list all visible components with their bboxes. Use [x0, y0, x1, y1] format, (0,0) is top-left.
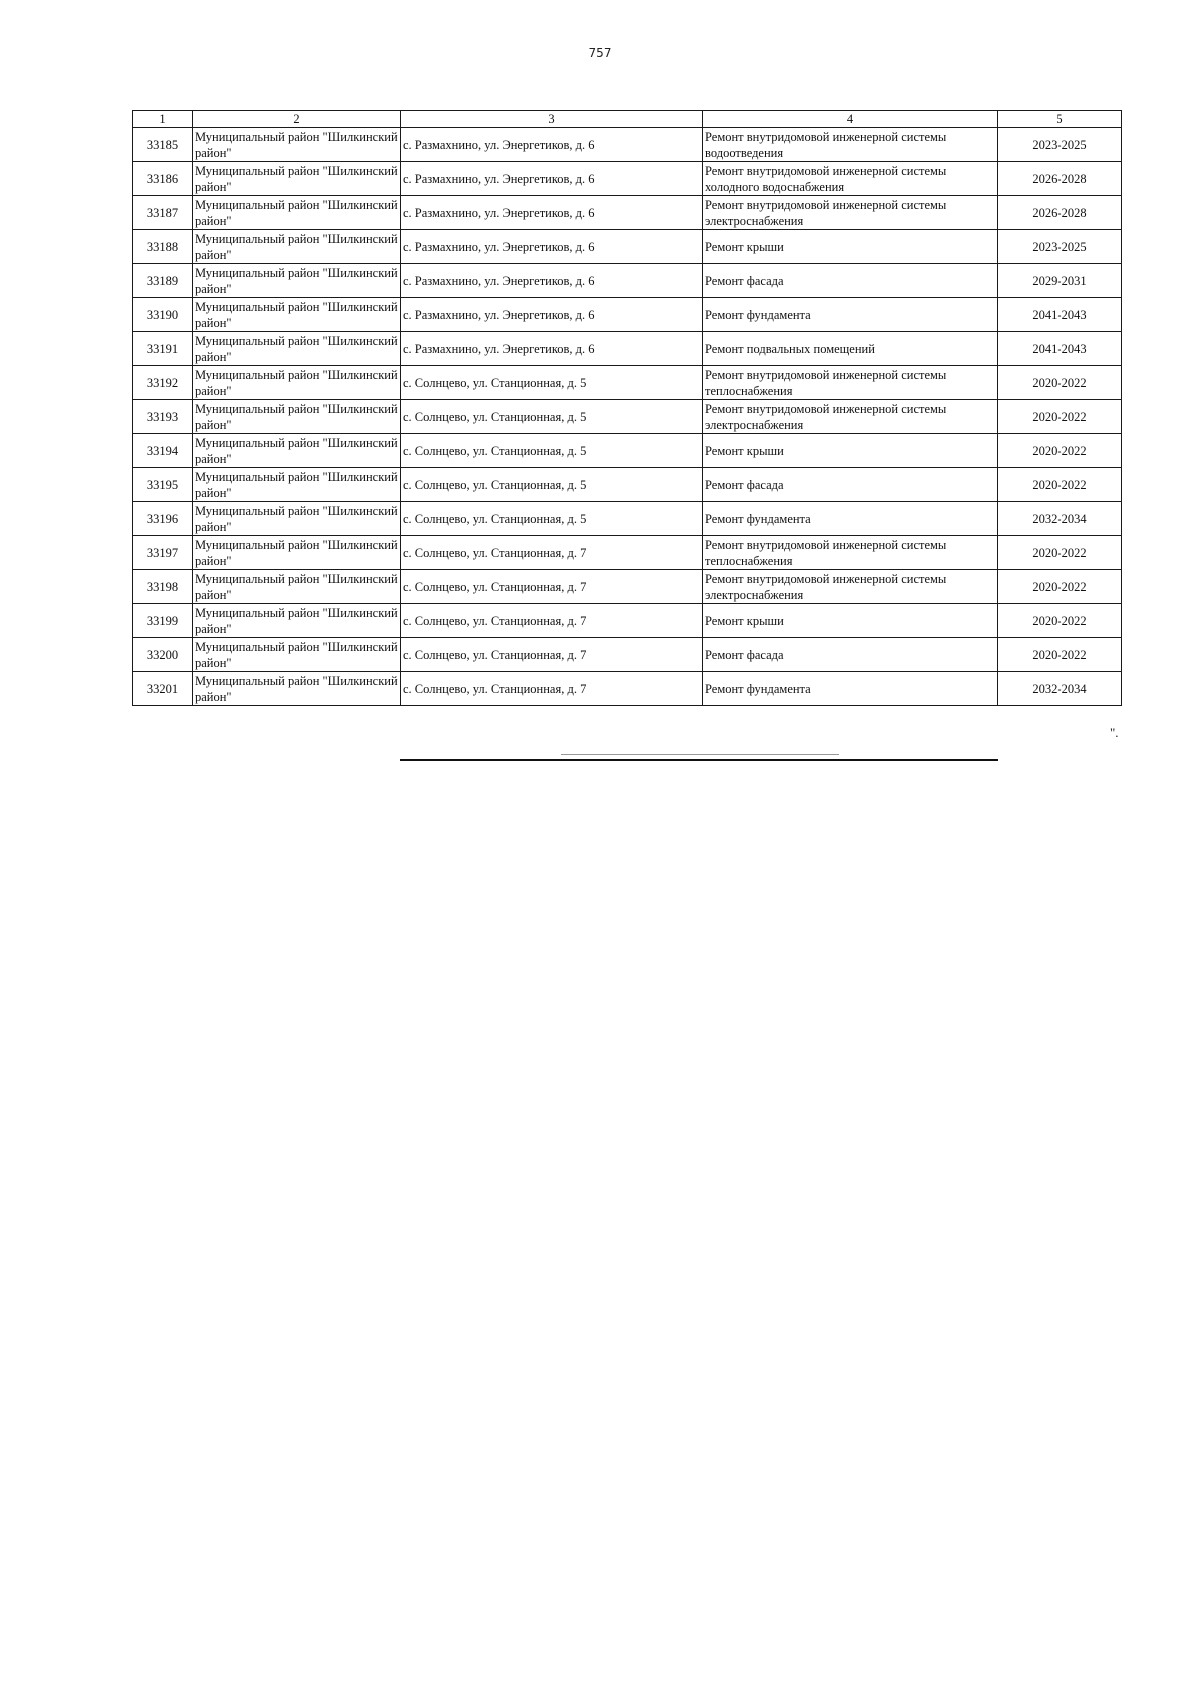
column-header: 5	[998, 111, 1122, 128]
cell-item-number: 33185	[133, 128, 193, 162]
table-row	[133, 570, 1122, 604]
cell-period: 2026-2028	[998, 196, 1122, 230]
cell-period: 2026-2028	[998, 162, 1122, 196]
cell-period: 2020-2022	[998, 570, 1122, 604]
cell-item-number: 33193	[133, 400, 193, 434]
cell-address: с. Размахнино, ул. Энергетиков, д. 6	[401, 332, 703, 366]
cell-period: 2020-2022	[998, 638, 1122, 672]
cell-district: Муниципальный район "Шилкинский район"	[193, 604, 401, 638]
cell-work-type: Ремонт внутридомовой инженерной системы электроснабжения	[703, 570, 998, 604]
cell-district: Муниципальный район "Шилкинский район"	[193, 196, 401, 230]
cell-district: Муниципальный район "Шилкинский район"	[193, 468, 401, 502]
cell-address: с. Размахнино, ул. Энергетиков, д. 6	[401, 128, 703, 162]
cell-item-number: 33198	[133, 570, 193, 604]
cell-district: Муниципальный район "Шилкинский район"	[193, 366, 401, 400]
cell-period: 2020-2022	[998, 434, 1122, 468]
cell-item-number: 33188	[133, 230, 193, 264]
divider-thin	[561, 754, 839, 755]
table-row	[133, 468, 1122, 502]
cell-address: с. Солнцево, ул. Станционная, д. 7	[401, 672, 703, 706]
cell-period: 2020-2022	[998, 400, 1122, 434]
cell-item-number: 33200	[133, 638, 193, 672]
column-header: 2	[193, 111, 401, 128]
repair-schedule-table	[132, 110, 1122, 706]
cell-address: с. Солнцево, ул. Станционная, д. 5	[401, 468, 703, 502]
cell-item-number: 33190	[133, 298, 193, 332]
cell-period: 2029-2031	[998, 264, 1122, 298]
table-header-row	[133, 111, 1122, 128]
cell-address: с. Солнцево, ул. Станционная, д. 5	[401, 502, 703, 536]
cell-work-type: Ремонт внутридомовой инженерной системы теплоснабжения	[703, 536, 998, 570]
cell-period: 2020-2022	[998, 536, 1122, 570]
cell-address: с. Размахнино, ул. Энергетиков, д. 6	[401, 162, 703, 196]
cell-item-number: 33187	[133, 196, 193, 230]
cell-address: с. Солнцево, ул. Станционная, д. 7	[401, 536, 703, 570]
cell-address: с. Солнцево, ул. Станционная, д. 7	[401, 638, 703, 672]
cell-work-type: Ремонт внутридомовой инженерной системы теплоснабжения	[703, 366, 998, 400]
cell-work-type: Ремонт подвальных помещений	[703, 332, 998, 366]
cell-district: Муниципальный район "Шилкинский район"	[193, 434, 401, 468]
cell-address: с. Солнцево, ул. Станционная, д. 7	[401, 604, 703, 638]
cell-period: 2020-2022	[998, 366, 1122, 400]
cell-period: 2023-2025	[998, 128, 1122, 162]
table-row	[133, 366, 1122, 400]
table-body	[133, 128, 1122, 706]
cell-address: с. Размахнино, ул. Энергетиков, д. 6	[401, 298, 703, 332]
column-header: 4	[703, 111, 998, 128]
cell-period: 2041-2043	[998, 332, 1122, 366]
cell-item-number: 33195	[133, 468, 193, 502]
cell-period: 2041-2043	[998, 298, 1122, 332]
page-number: 757	[588, 46, 612, 60]
cell-work-type: Ремонт фасада	[703, 468, 998, 502]
cell-period: 2032-2034	[998, 502, 1122, 536]
cell-item-number: 33189	[133, 264, 193, 298]
table-row	[133, 502, 1122, 536]
table-row	[133, 230, 1122, 264]
cell-address: с. Размахнино, ул. Энергетиков, д. 6	[401, 230, 703, 264]
cell-work-type: Ремонт крыши	[703, 604, 998, 638]
cell-item-number: 33186	[133, 162, 193, 196]
cell-work-type: Ремонт фундамента	[703, 672, 998, 706]
cell-work-type: Ремонт внутридомовой инженерной системы электроснабжения	[703, 400, 998, 434]
cell-district: Муниципальный район "Шилкинский район"	[193, 128, 401, 162]
cell-district: Муниципальный район "Шилкинский район"	[193, 536, 401, 570]
table-row	[133, 196, 1122, 230]
table-row	[133, 298, 1122, 332]
table-row	[133, 264, 1122, 298]
table-row	[133, 434, 1122, 468]
cell-address: с. Солнцево, ул. Станционная, д. 5	[401, 434, 703, 468]
table-row	[133, 332, 1122, 366]
divider-thick	[400, 759, 998, 761]
cell-work-type: Ремонт крыши	[703, 434, 998, 468]
cell-item-number: 33197	[133, 536, 193, 570]
cell-item-number: 33191	[133, 332, 193, 366]
cell-work-type: Ремонт фундамента	[703, 298, 998, 332]
cell-item-number: 33194	[133, 434, 193, 468]
column-header: 3	[401, 111, 703, 128]
table-row	[133, 604, 1122, 638]
cell-district: Муниципальный район "Шилкинский район"	[193, 502, 401, 536]
cell-address: с. Размахнино, ул. Энергетиков, д. 6	[401, 196, 703, 230]
cell-address: с. Солнцево, ул. Станционная, д. 5	[401, 366, 703, 400]
cell-work-type: Ремонт фундамента	[703, 502, 998, 536]
cell-district: Муниципальный район "Шилкинский район"	[193, 298, 401, 332]
table-row	[133, 638, 1122, 672]
cell-work-type: Ремонт крыши	[703, 230, 998, 264]
cell-item-number: 33192	[133, 366, 193, 400]
cell-address: с. Солнцево, ул. Станционная, д. 5	[401, 400, 703, 434]
cell-address: с. Размахнино, ул. Энергетиков, д. 6	[401, 264, 703, 298]
cell-address: с. Солнцево, ул. Станционная, д. 7	[401, 570, 703, 604]
cell-work-type: Ремонт внутридомовой инженерной системы холодного водоснабжения	[703, 162, 998, 196]
table-row	[133, 672, 1122, 706]
cell-district: Муниципальный район "Шилкинский район"	[193, 332, 401, 366]
cell-work-type: Ремонт внутридомовой инженерной системы водоотведения	[703, 128, 998, 162]
cell-work-type: Ремонт фасада	[703, 264, 998, 298]
cell-item-number: 33199	[133, 604, 193, 638]
cell-item-number: 33196	[133, 502, 193, 536]
cell-district: Муниципальный район "Шилкинский район"	[193, 230, 401, 264]
cell-district: Муниципальный район "Шилкинский район"	[193, 638, 401, 672]
table-row	[133, 128, 1122, 162]
table-row	[133, 536, 1122, 570]
cell-district: Муниципальный район "Шилкинский район"	[193, 264, 401, 298]
cell-work-type: Ремонт внутридомовой инженерной системы электроснабжения	[703, 196, 998, 230]
table-row	[133, 400, 1122, 434]
cell-period: 2032-2034	[998, 672, 1122, 706]
closing-quote-mark: ".	[1110, 725, 1119, 740]
cell-period: 2023-2025	[998, 230, 1122, 264]
cell-district: Муниципальный район "Шилкинский район"	[193, 672, 401, 706]
cell-district: Муниципальный район "Шилкинский район"	[193, 162, 401, 196]
table-row	[133, 162, 1122, 196]
cell-item-number: 33201	[133, 672, 193, 706]
cell-period: 2020-2022	[998, 468, 1122, 502]
cell-work-type: Ремонт фасада	[703, 638, 998, 672]
cell-district: Муниципальный район "Шилкинский район"	[193, 400, 401, 434]
cell-period: 2020-2022	[998, 604, 1122, 638]
column-header: 1	[133, 111, 193, 128]
cell-district: Муниципальный район "Шилкинский район"	[193, 570, 401, 604]
